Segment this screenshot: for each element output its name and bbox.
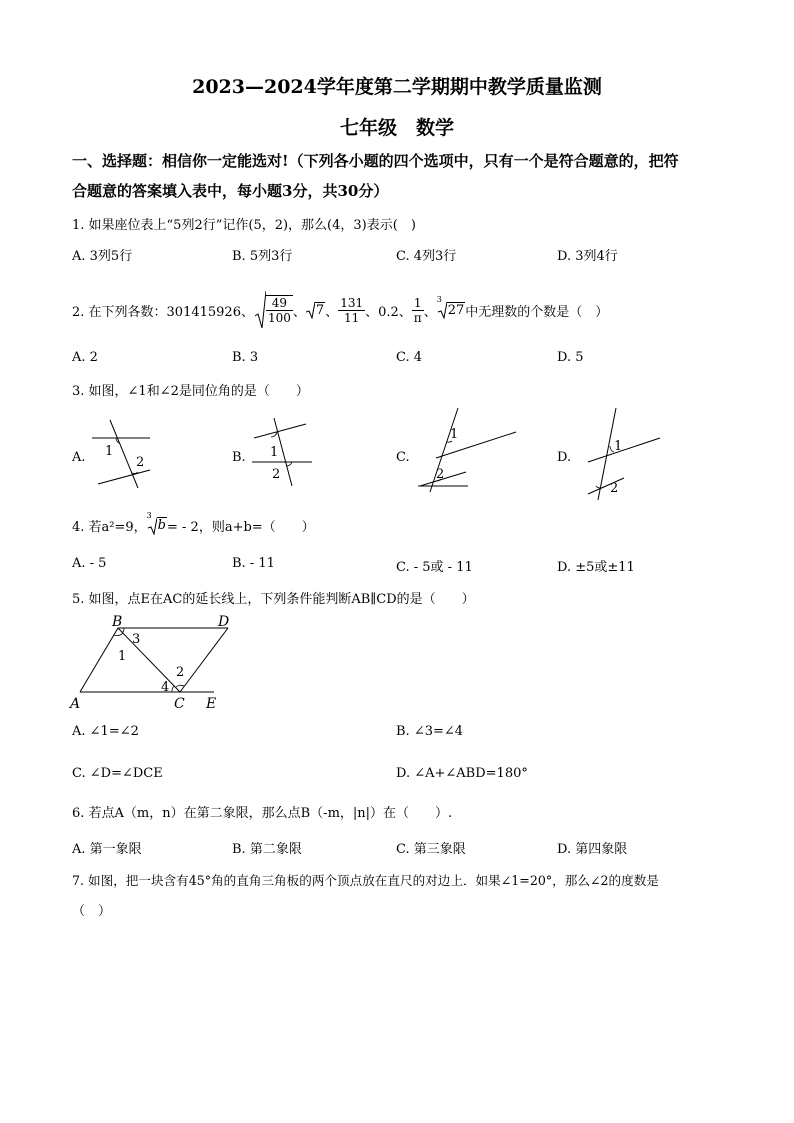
sqrt-7: 7 [306,301,325,319]
question-7-stem-line1: 7. 如图，把一块含有45°角的直角三角板的两个顶点放在直尺的对边上．如果∠1=20°，那么∠2的度数是 [72,873,659,888]
fraction-1-pi: $\frac{1}{\pi}$ [413,295,422,325]
question-6-stem: 6. 若点A（m，n）在第二象限，那么点B（-m，|n|）在（ ）. [72,806,453,821]
angle-label-2: 2 [610,481,619,496]
question-3-option-d: D. [557,450,572,465]
point-label-b: B [112,614,123,630]
fraction-denominator: 100 [267,311,291,325]
angle-label-1: 1 [614,439,623,454]
question-2-option-b: B. 3 [232,350,259,365]
question-4-option-d: D. ±5或±11 [557,560,635,575]
question-3-option-c: C. [396,450,410,465]
point-label-e: E [206,696,217,712]
line [110,420,138,488]
question-2-prefix: 2. 在下列各数：301415926、 [72,304,254,320]
separator: 、 [292,304,306,320]
point-label-a: A [70,696,81,712]
question-3-option-a: A. [72,450,86,465]
page-subtitle: 七年级 数学 [339,117,454,139]
line [588,478,624,494]
separator: 、 [325,304,339,320]
figure-3d [580,406,662,502]
question-2-option-d: D. 5 [557,350,584,365]
angle-label-2: 2 [176,665,185,680]
separator: 、0.2、 [365,304,412,320]
question-1-option-c: C. 4列3行 [396,249,457,264]
question-3-stem: 3. 如图，∠1和∠2是同位角的是（ ） [72,384,309,399]
radical-sign-icon [254,290,266,330]
question-5-option-d: D. ∠A+∠ABD=180° [396,766,528,781]
question-1-option-d: D. 3列4行 [557,249,618,264]
angle-label-1: 1 [118,649,127,664]
figure-5 [68,612,238,712]
angle-arc [176,685,184,687]
question-3-option-b: B. [232,450,246,465]
angle-label-2: 2 [436,467,445,482]
question-4-stem [72,510,315,535]
separator: 、 [423,304,437,320]
question-2-option-c: C. 4 [396,350,423,365]
angle-label-4: 4 [161,680,170,695]
question-1-option-b: B. 5列3行 [232,249,293,264]
angle-label-1: 1 [105,444,114,459]
cbrt-27: 3 27 [436,295,465,318]
angle-label-2: 2 [136,455,145,470]
question-1-option-a: A. 3列5行 [72,249,133,264]
page-title: 2023—2024学年度第二学期期中教学质量监测 [192,76,602,98]
angle-label-3: 3 [132,632,141,647]
question-4-option-b: B. - 11 [232,556,275,571]
section-heading-line2: 合题意的答案填入表中，每小题3分，共30分） [72,182,389,200]
angle-label-1: 1 [270,445,279,460]
question-2-suffix: 中无理数的个数是（ ） [465,304,609,320]
question-6-option-b: B. 第二象限 [232,842,302,857]
angle-arc [122,628,124,633]
angle-label-1: 1 [450,427,459,442]
question-5-option-a: A. ∠1=∠2 [72,724,139,739]
line [436,432,516,458]
question-7-stem-line2: （ ） [72,904,112,919]
fraction-131-11: $\frac{131}{11}$ [340,295,364,325]
question-2-option-a: A. 2 [72,350,98,365]
question-5-option-b: B. ∠3=∠4 [396,724,464,739]
cbrt-b: 3 b [146,510,166,533]
line [588,438,660,462]
figure-3a [88,418,158,490]
fraction-numerator: 49 [266,296,293,311]
segment-bc [118,628,180,692]
question-5-stem: 5. 如图，点E在AC的延长线上，下列条件能判断AB∥CD的是（ ） [72,592,475,607]
point-label-d: D [218,614,230,630]
question-6-option-c: C. 第三象限 [396,842,466,857]
point-label-c: C [174,696,185,712]
question-6-option-d: D. 第四象限 [557,842,628,857]
question-4-option-a: A. - 5 [72,556,107,571]
question-5-option-c: C. ∠D=∠DCE [72,766,163,781]
figure-3b [248,416,316,488]
question-4-prefix: 4. 若a²=9， [72,520,147,535]
section-heading-line1: 一、选择题：相信你一定能选对!（下列各小题的四个选项中，只有一个是符合题意的，把符 [72,152,679,170]
question-6-option-a: A. 第一象限 [72,842,142,857]
angle-label-2: 2 [272,467,281,482]
question-1-stem: 1. 如果座位表上“5列2行”记作(5，2)，那么(4，3)表示( ) [72,218,416,233]
sqrt-49-100 [254,290,293,330]
question-2-stem [72,290,608,330]
question-4-suffix: = - 2，则a+b=（ ） [167,520,315,535]
angle-arc [172,686,174,692]
figure-3c [414,406,520,492]
line [98,470,150,484]
line [254,424,306,438]
segment-cd [180,628,228,692]
question-4-option-c: C. - 5或 - 11 [396,560,473,575]
radical-sign-icon [306,301,315,319]
segment-ab [80,628,118,692]
